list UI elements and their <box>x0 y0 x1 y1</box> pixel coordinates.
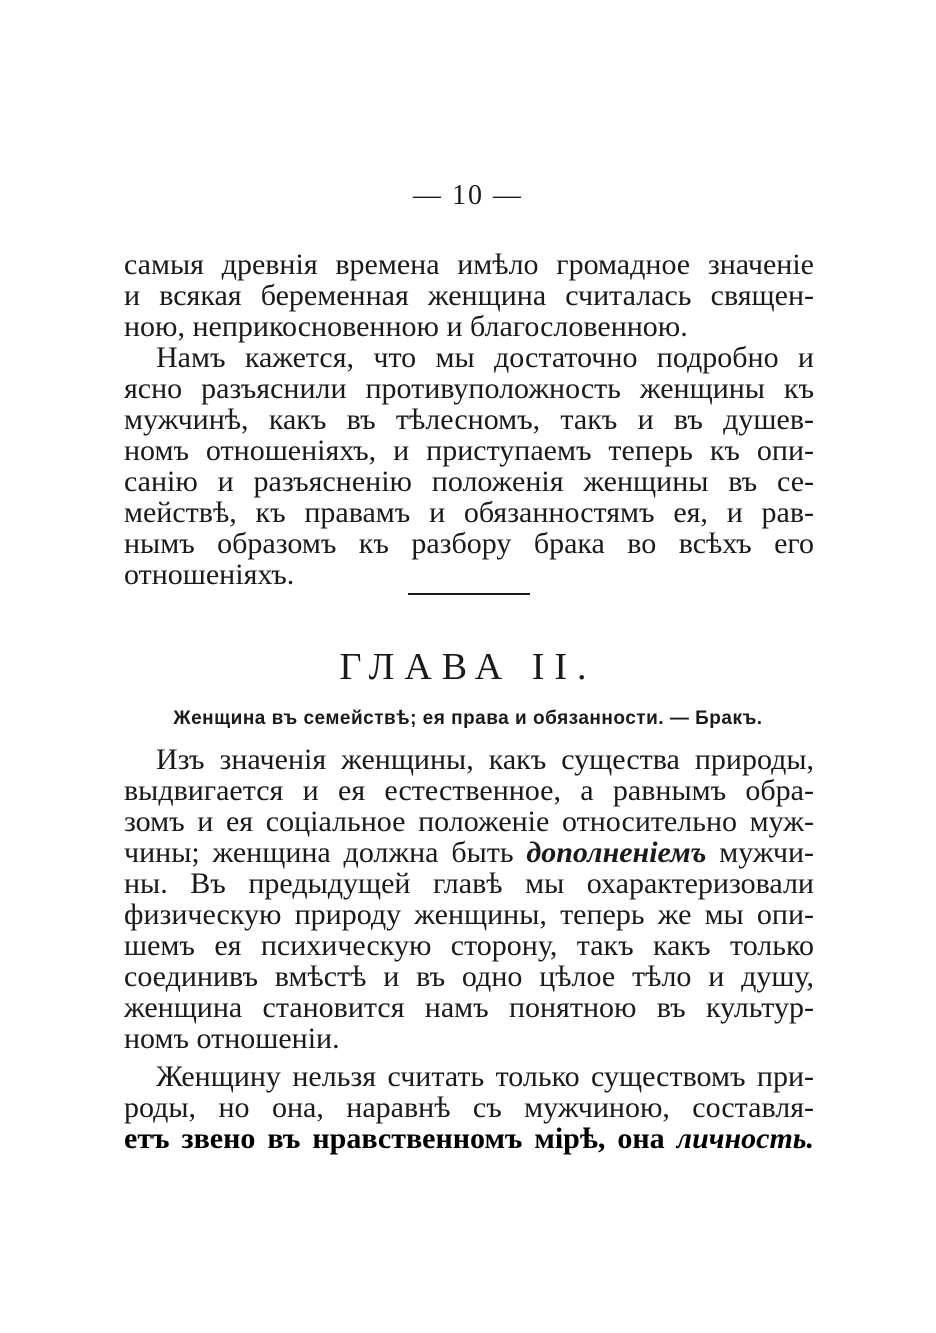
paragraph-line: шемъ ея психическую сторону, такъ какъ только <box>124 929 814 962</box>
paragraph-line: соединивъ вмѣстѣ и въ одно цѣлое тѣло и душу, <box>124 960 814 993</box>
paragraph-line: и всякая беременная женщина считалась священ- <box>124 279 814 312</box>
paragraph-line: Намъ кажется, что мы достаточно подробно и <box>156 341 814 374</box>
paragraph-line: выдвигается и ея естественное, а равнымъ обра- <box>124 774 814 807</box>
paragraph-line: мействѣ, къ правамъ и обязанностямъ ея, и рав- <box>124 496 814 529</box>
paragraph-line <box>124 837 814 868</box>
paragraph-line: Женщину нельзя считать только существомъ при- <box>156 1060 814 1093</box>
paragraph-line <box>124 1123 814 1154</box>
section-separator-rule <box>408 593 530 595</box>
text-block-bottom <box>124 1061 814 1154</box>
paragraph-line: ны. Въ предыдущей главѣ мы охарактеризовали <box>124 867 814 900</box>
paragraph-line: нымъ образомъ къ разбору брака во всѣхъ его <box>124 527 814 560</box>
paragraph-line: номъ отношеніяхъ, и приступаемъ теперь къ опи- <box>124 434 814 467</box>
paragraph-line: мужчинѣ, какъ въ тѣлесномъ, такъ и въ душев- <box>124 403 814 436</box>
paragraph-line: физическую природу женщины, теперь же мы опи- <box>124 898 814 931</box>
paragraph-line: зомъ и ея соціальное положеніе относительно муж- <box>124 805 814 838</box>
paragraph-line: отношеніяхъ. <box>124 558 295 591</box>
paragraph-line: самыя древнія времена имѣло громадное значеніе <box>124 248 814 281</box>
paragraph-line: номъ отношеніи. <box>124 1022 340 1055</box>
paragraph-line: роды, но она, наравнѣ съ мужчиною, составля- <box>124 1091 814 1124</box>
line-text: етъ звено въ нравственномъ мірѣ, она <box>124 1122 665 1155</box>
text-block-top <box>124 249 814 590</box>
paragraph-line: Изъ значенія женщины, какъ существа природы, <box>156 743 814 776</box>
emphasized-word: дополненіемъ <box>526 836 707 869</box>
paragraph-line: ясно разъяснили противуположность женщины къ <box>124 372 814 405</box>
chapter-subtitle: Женщина въ семействѣ; ея права и обязанности. — Бракъ. <box>173 708 763 729</box>
emphasized-word: личность. <box>676 1122 815 1155</box>
paragraph-line: санію и разъясненію положенія женщины въ се- <box>124 465 814 498</box>
chapter-heading: ГЛАВА II. <box>339 646 597 688</box>
paragraph-line: ною, неприкосновенною и благословенною. <box>124 310 688 343</box>
page-number: — 10 — <box>413 180 523 211</box>
line-text: чины; женщина должна быть <box>124 836 514 869</box>
paragraph-line: женщина становится намъ понятною въ культур- <box>124 991 814 1024</box>
line-text: мужчи- <box>719 836 814 869</box>
text-block-chapter <box>124 744 814 1054</box>
